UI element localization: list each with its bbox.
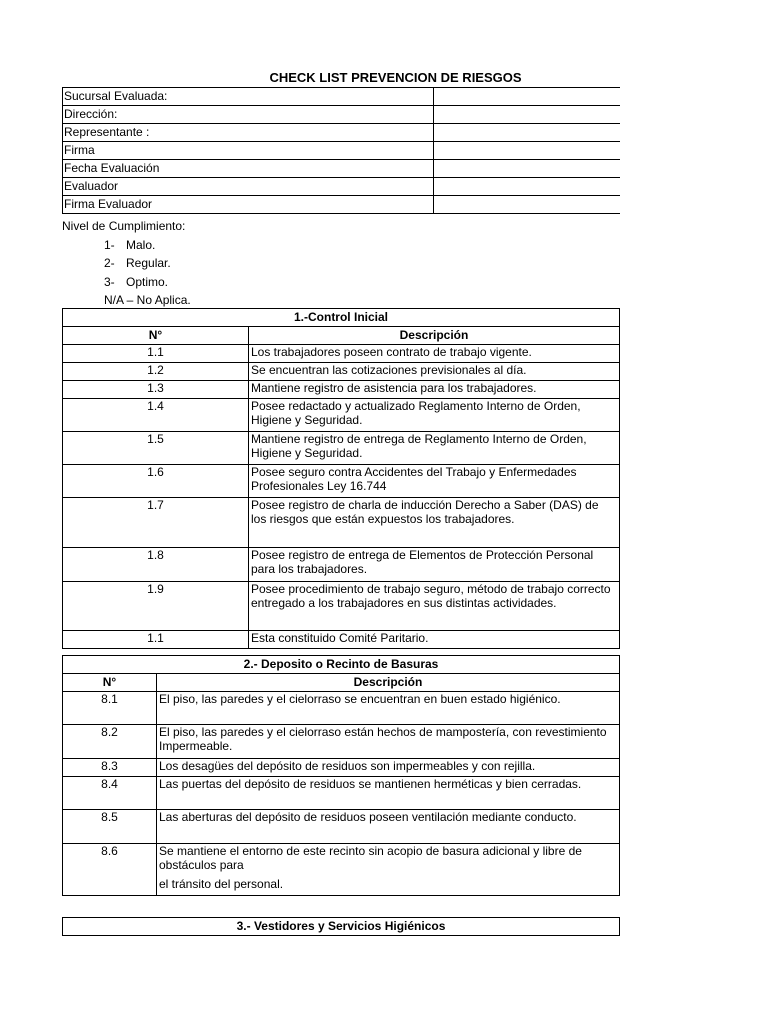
item-description-text: Los desagües del depósito de residuos son impermeables y con rejilla. bbox=[159, 759, 536, 773]
item-description-text: Posee seguro contra Accidentes del Trabajo y Enfermedades Profesionales Ley 16.744 bbox=[251, 465, 577, 493]
item-number: 8.2 bbox=[63, 725, 157, 759]
item-description bbox=[249, 465, 620, 498]
item-description bbox=[249, 399, 620, 432]
table-row bbox=[63, 548, 620, 582]
header-value[interactable] bbox=[434, 160, 620, 178]
table-row bbox=[63, 381, 620, 399]
nivel-item: 1- Malo. bbox=[104, 237, 156, 252]
section2-table bbox=[62, 655, 620, 896]
header-label: Firma bbox=[63, 142, 434, 160]
header-row bbox=[63, 142, 620, 160]
item-description bbox=[249, 432, 620, 465]
item-description-text: Mantiene registro de entrega de Reglamento Interno de Orden, Higiene y Seguridad. bbox=[251, 432, 587, 460]
nivel-label: Nivel de Cumplimiento: bbox=[62, 219, 186, 233]
header-label: Representante : bbox=[63, 124, 434, 142]
item-number: 1.2 bbox=[63, 363, 249, 381]
item-description-text: Mantiene registro de asistencia para los trabajadores. bbox=[251, 381, 537, 395]
item-description bbox=[249, 582, 620, 631]
item-description bbox=[249, 498, 620, 548]
item-number: 8.1 bbox=[63, 692, 157, 725]
header-value[interactable] bbox=[434, 88, 620, 106]
item-number: 8.6 bbox=[63, 844, 157, 896]
item-description-text: Posee registro de charla de inducción Derecho a Saber (DAS) de los riesgos que están expuestos los trabajadores. bbox=[251, 498, 599, 526]
item-number: 1.9 bbox=[63, 582, 249, 631]
header-row bbox=[63, 124, 620, 142]
table-row bbox=[63, 777, 620, 810]
item-number: 1.7 bbox=[63, 498, 249, 548]
table-row bbox=[63, 498, 620, 548]
item-description-text: Se encuentran las cotizaciones previsionales al día. bbox=[251, 363, 527, 377]
col-n-header: N° bbox=[63, 327, 249, 345]
item-description bbox=[249, 345, 620, 363]
table-row bbox=[63, 692, 620, 725]
item-number: 1.1 bbox=[63, 631, 249, 649]
header-row bbox=[63, 106, 620, 124]
header-row bbox=[63, 88, 620, 106]
table-row bbox=[63, 582, 620, 631]
table-row bbox=[63, 810, 620, 844]
nivel-cumplimiento bbox=[62, 217, 191, 310]
item-number: 1.4 bbox=[63, 399, 249, 432]
header-label: Evaluador bbox=[63, 178, 434, 196]
item-description-text: Las puertas del depósito de residuos se mantienen herméticas y bien cerradas. bbox=[159, 777, 582, 791]
table-row bbox=[63, 725, 620, 759]
item-description-text: Posee registro de entrega de Elementos de Protección Personal para los trabajadores. bbox=[251, 548, 594, 576]
header-label: Firma Evaluador bbox=[63, 196, 434, 214]
item-description bbox=[157, 844, 620, 896]
col-desc-header: Descripción bbox=[157, 674, 620, 692]
item-description bbox=[157, 692, 620, 725]
header-value[interactable] bbox=[434, 178, 620, 196]
header-label: Fecha Evaluación bbox=[63, 160, 434, 178]
table-row bbox=[63, 432, 620, 465]
item-description-text: Posee procedimiento de trabajo seguro, método de trabajo correcto entregado a los trabajadores en sus distintas actividades. bbox=[251, 582, 611, 610]
item-number: 1.1 bbox=[63, 345, 249, 363]
item-number: 1.5 bbox=[63, 432, 249, 465]
document-title: CHECK LIST PREVENCION DE RIESGOS bbox=[269, 70, 522, 85]
item-description-text: Esta constituido Comité Paritario. bbox=[251, 631, 429, 645]
item-number: 1.6 bbox=[63, 465, 249, 498]
section1-table bbox=[62, 308, 620, 649]
table-row bbox=[63, 345, 620, 363]
header-value[interactable] bbox=[434, 124, 620, 142]
item-description bbox=[157, 725, 620, 759]
section3-table bbox=[62, 917, 620, 936]
header-label: Dirección: bbox=[63, 106, 434, 124]
item-description bbox=[157, 810, 620, 844]
header-row bbox=[63, 160, 620, 178]
item-description-text: Las aberturas del depósito de residuos poseen ventilación mediante conducto. bbox=[159, 810, 577, 824]
item-description-text: El piso, las paredes y el cielorraso se encuentran en buen estado higiénico. bbox=[159, 692, 561, 706]
item-description bbox=[249, 548, 620, 582]
item-number: 8.5 bbox=[63, 810, 157, 844]
item-description bbox=[249, 631, 620, 649]
table-row bbox=[63, 631, 620, 649]
table-row bbox=[63, 844, 620, 896]
item-number: 8.4 bbox=[63, 777, 157, 810]
table-row bbox=[63, 399, 620, 432]
section1-title: 1.-Control Inicial bbox=[63, 309, 620, 327]
item-number: 1.8 bbox=[63, 548, 249, 582]
header-table bbox=[62, 87, 620, 214]
item-description-text: Se mantiene el entorno de este recinto sin acopio de basura adicional y libre de obstáculos para bbox=[159, 844, 582, 872]
nivel-item: 2- Regular. bbox=[104, 256, 171, 270]
item-number: 8.3 bbox=[63, 759, 157, 777]
header-value[interactable] bbox=[434, 142, 620, 160]
nivel-na: N/A – No Aplica. bbox=[104, 293, 191, 307]
section2-title: 2.- Deposito o Recinto de Basuras bbox=[63, 656, 620, 674]
item-description bbox=[157, 777, 620, 810]
item-number: 1.3 bbox=[63, 381, 249, 399]
header-row bbox=[63, 196, 620, 214]
col-n-header: N° bbox=[63, 674, 157, 692]
nivel-item: 3- Optimo. bbox=[104, 274, 169, 289]
header-value[interactable] bbox=[434, 196, 620, 214]
header-value[interactable] bbox=[434, 106, 620, 124]
item-description-text: el tránsito del personal. bbox=[159, 877, 284, 891]
item-description-text: Los trabajadores poseen contrato de trabajo vigente. bbox=[251, 345, 532, 359]
table-row bbox=[63, 759, 620, 777]
item-description bbox=[249, 363, 620, 381]
header-label: Sucursal Evaluada: bbox=[63, 88, 434, 106]
section3-title: 3.- Vestidores y Servicios Higiénicos bbox=[63, 918, 620, 936]
col-desc-header: Descripción bbox=[249, 327, 620, 345]
item-description bbox=[249, 381, 620, 399]
header-row bbox=[63, 178, 620, 196]
item-description-text: Posee redactado y actualizado Reglamento Interno de Orden, Higiene y Seguridad. bbox=[251, 399, 581, 427]
table-row bbox=[63, 363, 620, 381]
table-row bbox=[63, 465, 620, 498]
item-description-text: El piso, las paredes y el cielorraso están hechos de mampostería, con revestimiento Impermeable. bbox=[159, 725, 607, 753]
item-description bbox=[157, 759, 620, 777]
